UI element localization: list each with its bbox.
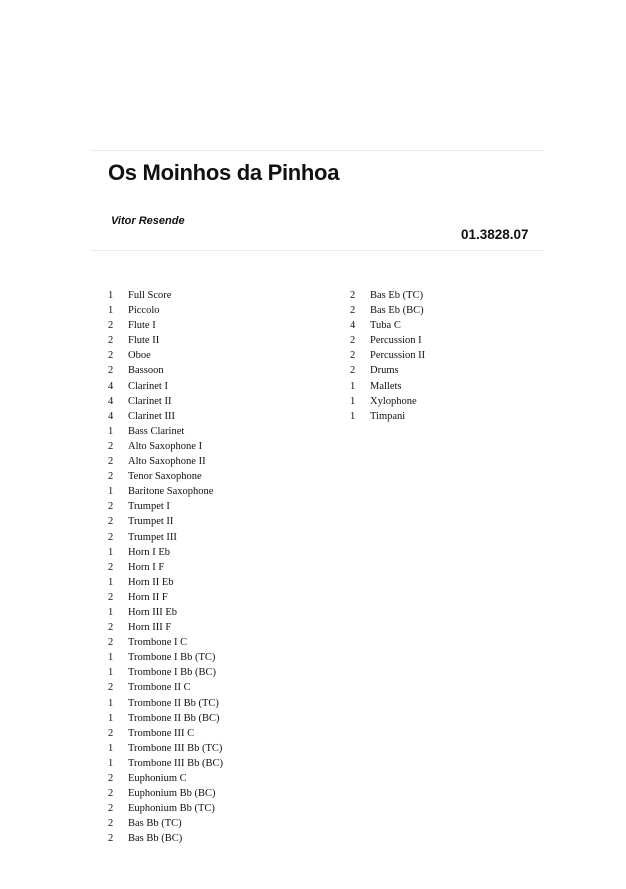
part-row [350, 348, 425, 363]
part-name: Trombone II Bb (BC) [128, 712, 220, 724]
part-name: Bas Eb (TC) [370, 290, 424, 301]
part-quantity: 2 [108, 320, 114, 332]
part-quantity: 2 [350, 335, 356, 347]
part-name: Horn I F [128, 561, 165, 573]
part-name: Bas Eb (BC) [370, 305, 424, 317]
part-name: Trumpet II [128, 516, 174, 528]
part-row [108, 831, 223, 846]
part-quantity: 1 [108, 606, 114, 618]
part-quantity: 1 [108, 305, 114, 317]
part-row [108, 484, 223, 499]
part-quantity: 2 [108, 818, 114, 830]
part-quantity: 1 [108, 576, 114, 588]
composer-name: Vitor Resende [111, 215, 185, 227]
part-name: Percussion II [370, 350, 426, 362]
part-quantity: 2 [108, 440, 114, 452]
part-row [108, 499, 223, 514]
part-row [350, 333, 425, 348]
part-name: Percussion I [370, 335, 422, 347]
part-quantity: 1 [108, 712, 114, 724]
part-row [108, 333, 223, 348]
part-row [108, 363, 223, 378]
part-name: Bas Bb (TC) [128, 818, 182, 830]
part-name: Horn I Eb [128, 546, 170, 558]
part-name: Piccolo [128, 305, 160, 317]
part-row [108, 514, 223, 529]
part-quantity: 2 [108, 471, 114, 483]
part-quantity: 2 [108, 833, 114, 845]
part-quantity: 2 [108, 501, 114, 513]
parts-list-right [350, 288, 425, 424]
part-row [108, 741, 223, 756]
part-name: Trombone II Bb (TC) [128, 697, 219, 709]
part-quantity: 1 [108, 652, 114, 664]
part-name: Flute II [128, 335, 160, 347]
part-quantity: 2 [108, 516, 114, 528]
part-quantity: 2 [108, 335, 114, 347]
part-row [108, 348, 223, 363]
part-name: Alto Saxophone I [128, 440, 203, 452]
part-row [108, 590, 223, 605]
part-quantity: 2 [108, 773, 114, 784]
part-row [108, 318, 223, 333]
part-name: Tenor Saxophone [128, 471, 202, 483]
part-row [108, 711, 223, 726]
part-row [108, 303, 223, 318]
part-quantity: 1 [350, 395, 356, 407]
part-row [350, 379, 425, 394]
part-row [350, 288, 425, 303]
part-row [108, 409, 223, 424]
part-quantity: 1 [350, 380, 356, 392]
part-name: Clarinet I [128, 380, 168, 392]
part-quantity: 2 [350, 290, 356, 301]
part-name: Euphonium C [128, 773, 187, 784]
part-quantity: 1 [108, 425, 114, 437]
part-name: Xylophone [370, 395, 417, 407]
part-row [108, 786, 223, 801]
part-name: Horn III Eb [128, 606, 177, 618]
part-name: Clarinet III [128, 410, 175, 422]
part-row [350, 363, 425, 378]
header-bottom-divider [90, 250, 544, 251]
part-quantity: 2 [108, 591, 114, 603]
part-quantity: 2 [108, 637, 114, 649]
part-name: Flute I [128, 320, 156, 332]
part-row [108, 605, 223, 620]
part-row [350, 409, 425, 424]
part-quantity: 4 [108, 395, 114, 407]
part-name: Mallets [370, 380, 402, 392]
part-row [108, 288, 223, 303]
part-quantity: 2 [350, 350, 356, 362]
part-name: Trombone III Bb (TC) [128, 742, 223, 754]
part-name: Trombone I Bb (TC) [128, 652, 216, 664]
part-name: Horn II F [128, 591, 168, 603]
part-row [108, 665, 223, 680]
part-row [108, 680, 223, 695]
part-name: Alto Saxophone II [128, 456, 206, 468]
part-name: Trombone III C [128, 727, 195, 739]
part-quantity: 2 [108, 682, 114, 694]
part-quantity: 1 [108, 546, 114, 558]
part-row [108, 620, 223, 635]
part-name: Bas Bb (BC) [128, 833, 183, 845]
part-quantity: 2 [108, 803, 114, 815]
part-quantity: 1 [108, 742, 114, 754]
part-quantity: 1 [108, 486, 114, 498]
part-name: Trombone I Bb (BC) [128, 667, 216, 679]
part-row [108, 771, 223, 786]
part-row [108, 530, 223, 545]
part-row [108, 575, 223, 590]
part-row [108, 801, 223, 816]
part-quantity: 2 [108, 456, 114, 468]
part-row [350, 318, 425, 333]
part-quantity: 2 [108, 788, 114, 800]
part-name: Trombone III Bb (BC) [128, 757, 223, 769]
part-name: Drums [370, 365, 399, 377]
part-name: Full Score [128, 290, 172, 301]
part-name: Trombone II C [128, 682, 191, 694]
part-quantity: 4 [108, 410, 114, 422]
part-quantity: 1 [350, 410, 356, 422]
part-quantity: 4 [108, 380, 114, 392]
part-name: Euphonium Bb (BC) [128, 788, 216, 800]
part-quantity: 2 [108, 622, 114, 634]
part-row [108, 816, 223, 831]
part-row [108, 726, 223, 741]
part-name: Horn II Eb [128, 576, 174, 588]
part-name: Baritone Saxophone [128, 486, 214, 498]
part-quantity: 4 [350, 320, 356, 332]
part-row [108, 439, 223, 454]
document-title: Os Moinhos da Pinhoa [108, 160, 340, 185]
part-quantity: 2 [108, 365, 114, 377]
part-row [108, 469, 223, 484]
part-name: Euphonium Bb (TC) [128, 803, 215, 815]
header-top-divider [90, 150, 544, 151]
part-name: Trumpet III [128, 531, 177, 543]
part-row [108, 454, 223, 469]
part-row [350, 394, 425, 409]
part-name: Oboe [128, 350, 151, 362]
part-quantity: 2 [350, 365, 356, 377]
part-row [108, 560, 223, 575]
part-name: Horn III F [128, 622, 172, 634]
part-name: Bassoon [128, 365, 164, 377]
part-quantity: 2 [350, 305, 356, 317]
part-quantity: 1 [108, 667, 114, 679]
part-row [350, 303, 425, 318]
parts-list-left [108, 288, 223, 846]
catalog-number: 01.3828.07 [461, 227, 529, 242]
part-name: Clarinet II [128, 395, 172, 407]
part-name: Tuba C [370, 320, 401, 332]
part-name: Trombone I C [128, 637, 188, 649]
part-name: Trumpet I [128, 501, 170, 513]
part-quantity: 1 [108, 757, 114, 769]
part-row [108, 424, 223, 439]
part-row [108, 756, 223, 771]
part-quantity: 2 [108, 531, 114, 543]
part-quantity: 2 [108, 727, 114, 739]
part-row [108, 379, 223, 394]
part-quantity: 2 [108, 350, 114, 362]
part-row [108, 394, 223, 409]
part-quantity: 1 [108, 697, 114, 709]
part-row [108, 545, 223, 560]
part-name: Bass Clarinet [128, 425, 185, 437]
part-row [108, 635, 223, 650]
part-row [108, 650, 223, 665]
part-row [108, 696, 223, 711]
part-quantity: 2 [108, 561, 114, 573]
part-name: Timpani [370, 410, 406, 422]
part-quantity: 1 [108, 290, 114, 301]
